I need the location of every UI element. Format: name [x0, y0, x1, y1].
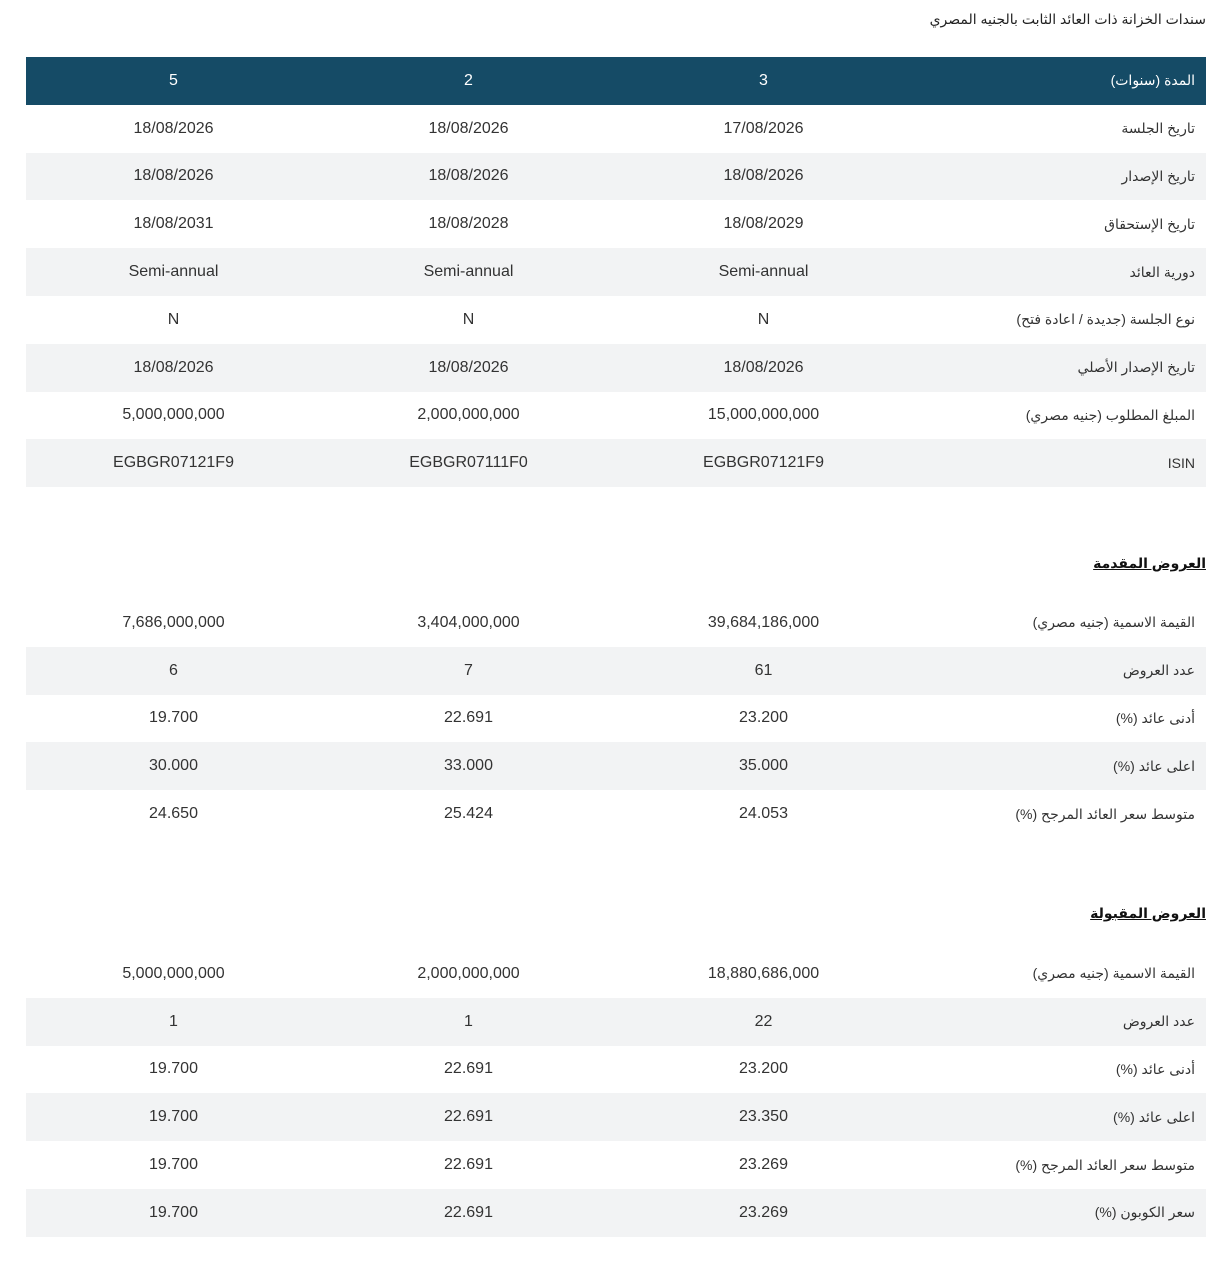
cell: 18/08/2026: [26, 153, 321, 201]
table-row: [26, 599, 1206, 647]
cell: 19.700: [149, 1156, 198, 1174]
cell: 22.691: [444, 709, 493, 727]
cell: 18/08/2028: [428, 215, 509, 233]
table-row: [26, 742, 1206, 790]
table-row: [26, 1141, 1206, 1189]
cell: 18/08/2026: [616, 153, 911, 201]
row-label: تاريخ الإصدار: [911, 153, 1206, 201]
cell: EGBGR07121F9: [616, 439, 911, 487]
table-row: [26, 439, 1206, 487]
cell: 18/08/2026: [321, 344, 616, 392]
row-label: اعلى عائد (%): [911, 742, 1206, 790]
row-label: القيمة الاسمية (جنيه مصري): [1032, 614, 1195, 631]
cell: N: [167, 310, 180, 328]
offered-bids-heading: العروض المقدمة: [1093, 555, 1206, 571]
cell: Semi-annual: [616, 248, 911, 296]
table-row: [26, 296, 1206, 344]
cell: EGBGR07121F9: [26, 439, 321, 487]
cell: 18/08/2031: [133, 215, 214, 233]
cell: 15,000,000,000: [707, 406, 820, 424]
cell: 23.269: [739, 1156, 788, 1174]
cell: 30.000: [26, 742, 321, 790]
table-row: [26, 344, 1206, 392]
row-label: نوع الجلسة (جديدة / اعادة فتح): [1016, 311, 1195, 328]
table-row: [26, 392, 1206, 440]
cell: 2,000,000,000: [417, 964, 520, 982]
table-row: [26, 950, 1206, 998]
cell: 22.691: [444, 1156, 493, 1174]
cell: 35.000: [616, 742, 911, 790]
table-row: [26, 1046, 1206, 1094]
bond-details-table: [26, 57, 1206, 487]
cell: 7,686,000,000: [122, 613, 225, 631]
row-label: متوسط سعر العائد المرجح (%): [1015, 805, 1195, 822]
table-header-row: [26, 57, 1206, 105]
cell: 18/08/2029: [723, 215, 804, 233]
table-row: [26, 790, 1206, 838]
row-label: ISIN: [911, 439, 1206, 487]
table-row: [26, 695, 1206, 743]
tenor-label: المدة (سنوات): [911, 57, 1206, 105]
table-row: [26, 105, 1206, 153]
cell: 24.053: [739, 805, 788, 823]
table-row: [26, 200, 1206, 248]
cell: 17/08/2026: [723, 119, 804, 137]
cell: 18/08/2026: [428, 119, 509, 137]
cell: 23.200: [739, 709, 788, 727]
tenor-2: 2: [321, 57, 616, 105]
row-label: دورية العائد: [911, 248, 1206, 296]
cell: 18/08/2026: [26, 344, 321, 392]
cell: 18/08/2026: [133, 119, 214, 137]
accepted-bids-table: [26, 950, 1206, 1237]
cell: 18/08/2026: [321, 153, 616, 201]
cell: 7: [321, 647, 616, 695]
table-row: [26, 248, 1206, 296]
cell: 3,404,000,000: [417, 613, 520, 631]
cell: 24.650: [149, 805, 198, 823]
cell: 23.269: [616, 1189, 911, 1237]
accepted-bids-heading: العروض المقبولة: [1090, 905, 1206, 921]
cell: EGBGR07111F0: [321, 439, 616, 487]
row-label: المبلغ المطلوب (جنيه مصري): [1025, 406, 1195, 423]
row-label: أدنى عائد (%): [1115, 709, 1195, 726]
offered-bids-table: [26, 599, 1206, 838]
row-label: سعر الكوبون (%): [911, 1189, 1206, 1237]
row-label: أدنى عائد (%): [1115, 1060, 1195, 1077]
cell: 61: [616, 647, 911, 695]
table-row: [26, 1093, 1206, 1141]
table-row: [26, 1189, 1206, 1237]
cell: Semi-annual: [321, 248, 616, 296]
cell: 2,000,000,000: [417, 406, 520, 424]
row-label: عدد العروض: [911, 647, 1206, 695]
cell: 19.700: [149, 1060, 198, 1078]
cell: 33.000: [321, 742, 616, 790]
cell: 22.691: [444, 1060, 493, 1078]
cell: 1: [321, 998, 616, 1046]
cell: 19.700: [26, 1093, 321, 1141]
cell: Semi-annual: [26, 248, 321, 296]
row-label: عدد العروض: [911, 998, 1206, 1046]
row-label: تاريخ الجلسة: [1121, 120, 1195, 137]
cell: 23.350: [616, 1093, 911, 1141]
tenor-5: 5: [26, 57, 321, 105]
row-label: متوسط سعر العائد المرجح (%): [1015, 1156, 1195, 1173]
cell: 22.691: [321, 1189, 616, 1237]
cell: N: [757, 310, 770, 328]
page-title: سندات الخزانة ذات العائد الثابت بالجنيه المصري: [929, 11, 1206, 27]
cell: 19.700: [149, 709, 198, 727]
cell: 1: [26, 998, 321, 1046]
cell: 23.200: [739, 1060, 788, 1078]
row-label: تاريخ الإستحقاق: [1104, 215, 1195, 232]
table-row: [26, 998, 1206, 1046]
cell: 19.700: [26, 1189, 321, 1237]
row-label: اعلى عائد (%): [911, 1093, 1206, 1141]
cell: 18,880,686,000: [707, 964, 820, 982]
tenor-3: 3: [616, 57, 911, 105]
row-label: القيمة الاسمية (جنيه مصري): [1032, 965, 1195, 982]
cell: 5,000,000,000: [122, 964, 225, 982]
table-row: [26, 153, 1206, 201]
cell: 6: [26, 647, 321, 695]
cell: N: [462, 310, 475, 328]
row-label: تاريخ الإصدار الأصلي: [911, 344, 1206, 392]
table-row: [26, 647, 1206, 695]
cell: 5,000,000,000: [122, 406, 225, 424]
cell: 22.691: [321, 1093, 616, 1141]
cell: 18/08/2026: [616, 344, 911, 392]
cell: 39,684,186,000: [707, 613, 820, 631]
cell: 25.424: [444, 805, 493, 823]
cell: 22: [616, 998, 911, 1046]
